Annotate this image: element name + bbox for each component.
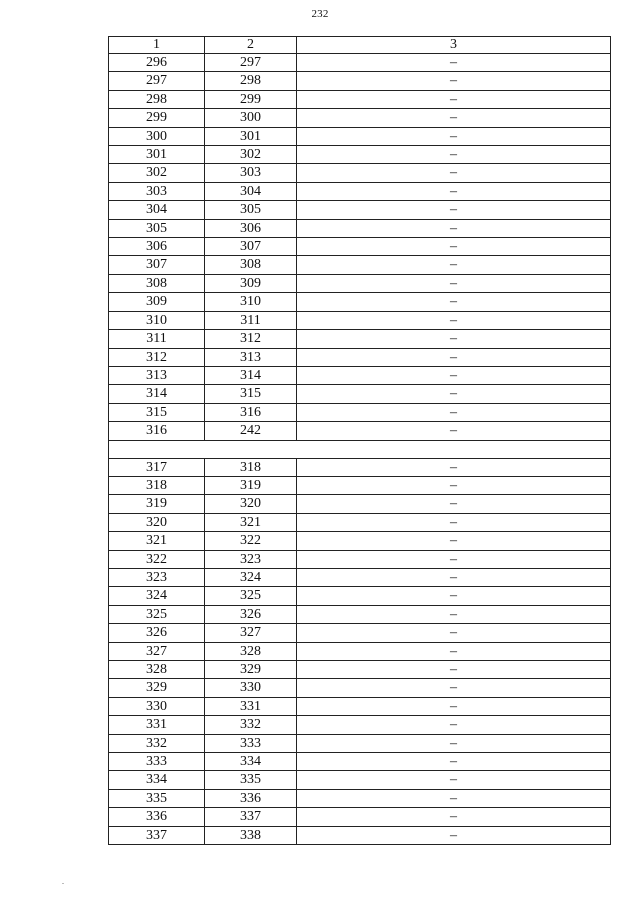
table-row	[109, 72, 611, 90]
table-cell-col-1: 332	[109, 734, 205, 752]
table-row	[109, 238, 611, 256]
table-cell-col-1: 326	[109, 624, 205, 642]
table-cell-col-3: –	[297, 403, 611, 421]
table-cell-col-1: 330	[109, 697, 205, 715]
table-cell-col-3: –	[297, 826, 611, 844]
table-cell-col-2: 332	[205, 716, 297, 734]
table-row	[109, 550, 611, 568]
table-row	[109, 274, 611, 292]
table-cell-col-2: 328	[205, 642, 297, 660]
table-cell-col-2: 325	[205, 587, 297, 605]
column-header-2: 2	[205, 37, 297, 54]
table-cell-col-3: –	[297, 789, 611, 807]
table-row	[109, 624, 611, 642]
table-row	[109, 771, 611, 789]
table-cell-col-1: 322	[109, 550, 205, 568]
table-cell-col-3: –	[297, 587, 611, 605]
table-cell-col-2: 331	[205, 697, 297, 715]
table-cell-col-1: 329	[109, 679, 205, 697]
table-cell-col-2: 314	[205, 366, 297, 384]
table-cell-col-3: –	[297, 605, 611, 623]
table-separator-row	[109, 440, 611, 458]
table-row	[109, 54, 611, 72]
table-cell-col-3: –	[297, 219, 611, 237]
table-cell-col-2: 302	[205, 146, 297, 164]
table-cell-col-1: 298	[109, 90, 205, 108]
table-cell-col-2: 309	[205, 274, 297, 292]
table-cell-col-2: 242	[205, 422, 297, 440]
table-row	[109, 330, 611, 348]
table-cell-col-3: –	[297, 127, 611, 145]
table-row	[109, 219, 611, 237]
table-row	[109, 311, 611, 329]
table-cell-col-2: 299	[205, 90, 297, 108]
table-cell-col-3: –	[297, 661, 611, 679]
table-row	[109, 164, 611, 182]
table-row	[109, 513, 611, 531]
table-row	[109, 642, 611, 660]
table-cell-col-2: 298	[205, 72, 297, 90]
table-cell-col-3: –	[297, 532, 611, 550]
table-cell-col-3: –	[297, 311, 611, 329]
table-row	[109, 568, 611, 586]
table-cell-col-2: 310	[205, 293, 297, 311]
table-cell-col-1: 311	[109, 330, 205, 348]
table-cell-col-3: –	[297, 238, 611, 256]
table-cell-col-3: –	[297, 274, 611, 292]
column-header-1: 1	[109, 37, 205, 54]
table-row	[109, 826, 611, 844]
table-cell-col-1: 333	[109, 753, 205, 771]
table-cell-col-3: –	[297, 753, 611, 771]
table-row	[109, 293, 611, 311]
table-row	[109, 182, 611, 200]
table-cell-col-1: 320	[109, 513, 205, 531]
table-row	[109, 458, 611, 476]
page-number: 232	[311, 8, 329, 20]
table-row	[109, 201, 611, 219]
table-cell-col-2: 318	[205, 458, 297, 476]
table-cell-col-1: 296	[109, 54, 205, 72]
table-row	[109, 532, 611, 550]
table-row	[109, 476, 611, 494]
separator-cell	[109, 440, 611, 458]
table-cell-col-2: 333	[205, 734, 297, 752]
table-cell-col-3: –	[297, 697, 611, 715]
table-cell-col-2: 326	[205, 605, 297, 623]
table-cell-col-2: 305	[205, 201, 297, 219]
table-cell-col-1: 316	[109, 422, 205, 440]
table-cell-col-3: –	[297, 366, 611, 384]
table-cell-col-3: –	[297, 642, 611, 660]
table-cell-col-1: 310	[109, 311, 205, 329]
table-cell-col-2: 323	[205, 550, 297, 568]
table-cell-col-3: –	[297, 550, 611, 568]
table-row	[109, 716, 611, 734]
table-cell-col-2: 313	[205, 348, 297, 366]
table-cell-col-2: 307	[205, 238, 297, 256]
table-cell-col-3: –	[297, 679, 611, 697]
table-cell-col-1: 312	[109, 348, 205, 366]
table-cell-col-2: 306	[205, 219, 297, 237]
table-cell-col-1: 328	[109, 661, 205, 679]
table-cell-col-2: 330	[205, 679, 297, 697]
table-cell-col-3: –	[297, 293, 611, 311]
table-cell-col-3: –	[297, 771, 611, 789]
table-cell-col-2: 297	[205, 54, 297, 72]
table-row	[109, 789, 611, 807]
table-cell-col-1: 317	[109, 458, 205, 476]
table-cell-col-3: –	[297, 201, 611, 219]
table-cell-col-1: 301	[109, 146, 205, 164]
table-row	[109, 753, 611, 771]
table-row	[109, 587, 611, 605]
table-cell-col-2: 301	[205, 127, 297, 145]
table-cell-col-1: 331	[109, 716, 205, 734]
table-cell-col-2: 308	[205, 256, 297, 274]
table-cell-col-1: 337	[109, 826, 205, 844]
table-cell-col-3: –	[297, 513, 611, 531]
scan-speck	[62, 883, 64, 884]
table-row	[109, 127, 611, 145]
table-row	[109, 90, 611, 108]
table-cell-col-1: 307	[109, 256, 205, 274]
table-cell-col-1: 299	[109, 109, 205, 127]
table-cell-col-3: –	[297, 716, 611, 734]
table-cell-col-3: –	[297, 256, 611, 274]
table-cell-col-2: 311	[205, 311, 297, 329]
table-cell-col-1: 313	[109, 366, 205, 384]
table-cell-col-1: 321	[109, 532, 205, 550]
table-cell-col-1: 327	[109, 642, 205, 660]
table-cell-col-2: 327	[205, 624, 297, 642]
table-row	[109, 109, 611, 127]
table-row	[109, 422, 611, 440]
table-cell-col-1: 306	[109, 238, 205, 256]
table-row	[109, 605, 611, 623]
table-cell-col-1: 323	[109, 568, 205, 586]
table-cell-col-2: 335	[205, 771, 297, 789]
table-cell-col-1: 308	[109, 274, 205, 292]
table-cell-col-3: –	[297, 385, 611, 403]
table-row	[109, 256, 611, 274]
table-cell-col-3: –	[297, 182, 611, 200]
table-row	[109, 495, 611, 513]
table-row	[109, 661, 611, 679]
table-cell-col-3: –	[297, 164, 611, 182]
table-cell-col-2: 321	[205, 513, 297, 531]
table-cell-col-3: –	[297, 495, 611, 513]
table-cell-col-2: 322	[205, 532, 297, 550]
table-row	[109, 348, 611, 366]
table-cell-col-3: –	[297, 54, 611, 72]
table-body	[109, 37, 611, 845]
table-cell-col-1: 319	[109, 495, 205, 513]
table-cell-col-1: 302	[109, 164, 205, 182]
column-header-3: 3	[297, 37, 611, 54]
table-cell-col-3: –	[297, 734, 611, 752]
table-cell-col-3: –	[297, 422, 611, 440]
table-cell-col-3: –	[297, 330, 611, 348]
table-cell-col-3: –	[297, 348, 611, 366]
table-header-row	[109, 37, 611, 54]
table-cell-col-1: 305	[109, 219, 205, 237]
table-cell-col-3: –	[297, 624, 611, 642]
table-cell-col-1: 309	[109, 293, 205, 311]
table-cell-col-1: 325	[109, 605, 205, 623]
table-cell-col-2: 338	[205, 826, 297, 844]
table-cell-col-1: 324	[109, 587, 205, 605]
table-cell-col-3: –	[297, 146, 611, 164]
table-row	[109, 734, 611, 752]
table-row	[109, 697, 611, 715]
table-cell-col-2: 316	[205, 403, 297, 421]
table-cell-col-2: 312	[205, 330, 297, 348]
table-cell-col-3: –	[297, 458, 611, 476]
table-cell-col-2: 334	[205, 753, 297, 771]
table-cell-col-1: 336	[109, 808, 205, 826]
table-cell-col-2: 319	[205, 476, 297, 494]
table-cell-col-2: 300	[205, 109, 297, 127]
table-cell-col-2: 315	[205, 385, 297, 403]
table-cell-col-2: 329	[205, 661, 297, 679]
table-cell-col-1: 297	[109, 72, 205, 90]
table-row	[109, 366, 611, 384]
table-cell-col-2: 320	[205, 495, 297, 513]
table-cell-col-3: –	[297, 90, 611, 108]
table-row	[109, 385, 611, 403]
table-cell-col-3: –	[297, 72, 611, 90]
table-cell-col-3: –	[297, 109, 611, 127]
table-row	[109, 403, 611, 421]
table-cell-col-3: –	[297, 808, 611, 826]
table-cell-col-1: 303	[109, 182, 205, 200]
table-cell-col-2: 303	[205, 164, 297, 182]
table-cell-col-2: 337	[205, 808, 297, 826]
table-row	[109, 146, 611, 164]
table-cell-col-2: 324	[205, 568, 297, 586]
table-row	[109, 808, 611, 826]
table-cell-col-1: 304	[109, 201, 205, 219]
table-cell-col-1: 335	[109, 789, 205, 807]
table-row	[109, 679, 611, 697]
table-cell-col-1: 315	[109, 403, 205, 421]
table-cell-col-3: –	[297, 568, 611, 586]
table-cell-col-1: 318	[109, 476, 205, 494]
table-cell-col-2: 304	[205, 182, 297, 200]
table-cell-col-1: 334	[109, 771, 205, 789]
table-cell-col-3: –	[297, 476, 611, 494]
table-cell-col-1: 300	[109, 127, 205, 145]
table-cell-col-1: 314	[109, 385, 205, 403]
table-cell-col-2: 336	[205, 789, 297, 807]
data-table	[108, 36, 611, 845]
